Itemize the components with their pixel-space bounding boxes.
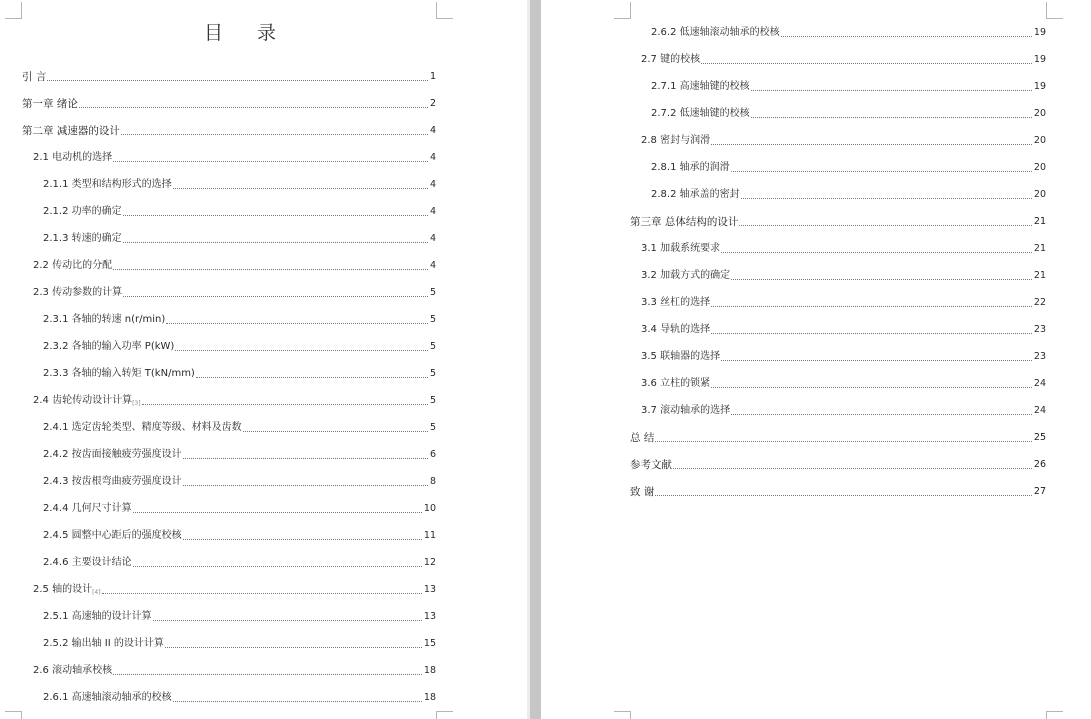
dot-leader [196,376,428,378]
toc-page-number: 18 [423,692,436,703]
toc-entry-text: 2.3.3 各轴的输入转矩 T(kN/mm) [43,368,195,379]
toc-entry[interactable] [651,160,1046,174]
toc-entry[interactable] [33,150,436,164]
dot-leader [183,457,428,459]
toc-entry-text: 2.7.1 高速轴键的校核 [651,81,750,92]
dot-leader [123,241,428,243]
toc-page-number: 5 [429,368,436,379]
toc-page-number: 6 [429,449,436,460]
toc-entry-text: 2.6.1 高速轴滚动轴承的校核 [43,692,172,703]
dot-leader [751,89,1032,91]
toc-entry-text: 2.7 键的校核 [641,54,701,65]
toc-page-number: 10 [423,503,436,514]
page-corner-mark [436,2,453,19]
document-page-left [0,0,527,719]
dot-leader [655,494,1032,496]
toc-entry[interactable] [651,106,1046,120]
dot-leader [183,538,422,540]
dot-leader [731,170,1032,172]
dot-leader [165,646,422,648]
toc-page-number: 5 [429,395,436,406]
toc-page-number: 2 [429,98,436,109]
toc-entry-text: 3.1 加载系统要求 [641,243,721,254]
toc-entry-text: 3.3 丝杠的选择 [641,297,711,308]
dot-leader [711,305,1032,307]
toc-entry-text: 致 谢 [630,486,655,498]
toc-page-number: 13 [423,584,436,595]
dot-leader [133,565,422,567]
toc-entry[interactable] [641,268,1046,282]
toc-page-number: 4 [429,206,436,217]
page-corner-mark [5,711,22,719]
toc-page-number: 20 [1033,189,1046,200]
dot-leader [183,484,428,486]
toc-entry-text: 2.4.4 几何尺寸计算 [43,503,132,514]
toc-entry-text: 总 结 [630,432,655,444]
toc-entry-text: 2.8.2 轴承盖的密封 [651,189,740,200]
toc-page-number: 20 [1033,135,1046,146]
toc-entry-text: 2.6 滚动轴承校核 [33,665,113,676]
toc-entry[interactable] [22,69,436,83]
toc-page-number: 23 [1033,351,1046,362]
toc-title: 目 录 [203,22,291,44]
toc-entry[interactable] [641,295,1046,309]
toc-entry[interactable] [651,187,1046,201]
toc-page-number: 12 [423,557,436,568]
dot-leader [166,322,428,324]
page-corner-mark [436,711,453,719]
dot-leader [731,278,1032,280]
dot-leader [721,251,1032,253]
toc-entry-text: 3.6 立柱的锁紧 [641,378,711,389]
dot-leader [701,62,1032,64]
dot-leader [175,349,428,351]
toc-entry-text: 第三章 总体结构的设计 [630,216,739,228]
toc-entry[interactable] [651,79,1046,93]
toc-entry[interactable] [641,403,1046,417]
toc-entry[interactable] [641,376,1046,390]
page-corner-mark [614,2,631,19]
toc-page-number: 19 [1033,27,1046,38]
toc-entry[interactable] [33,663,436,677]
toc-page-number: 27 [1033,486,1046,497]
toc-page-number: 19 [1033,54,1046,65]
toc-entry-text: 第一章 绪论 [22,98,78,110]
toc-entry-text: 2.1.3 转速的确定 [43,233,122,244]
toc-entry-text: 2.3.2 各轴的输入功率 P(kW) [43,341,175,352]
dot-leader [711,143,1032,145]
toc-entry[interactable] [33,582,436,596]
toc-page-number: 5 [429,341,436,352]
toc-entry-text: 2.3.1 各轴的转速 n(r/min) [43,314,166,325]
toc-entry-text: 参考文献 [630,459,672,471]
toc-page-number: 25 [1033,432,1046,443]
toc-entry-text: 2.3 传动参数的计算 [33,287,123,298]
dot-leader [79,106,428,108]
toc-entry[interactable] [33,258,436,272]
toc-entry[interactable] [43,177,436,191]
page-corner-mark [614,711,631,719]
toc-entry-text: 2.8 密封与润滑 [641,135,711,146]
toc-page-number: 21 [1033,270,1046,281]
dot-leader [133,511,422,513]
toc-entry-text: 3.7 滚动轴承的选择 [641,405,731,416]
toc-page-number: 19 [1033,81,1046,92]
document-page-right [541,0,1091,719]
citation-superscript: [3] [132,400,141,407]
dot-leader [153,619,422,621]
toc-entry-text: 2.7.2 低速轴键的校核 [651,108,750,119]
toc-page-number: 21 [1033,243,1046,254]
toc-entry[interactable] [630,430,1046,444]
toc-page-number: 5 [429,287,436,298]
toc-page-number: 21 [1033,216,1046,227]
toc-page-number: 8 [429,476,436,487]
page-corner-mark [1046,711,1063,719]
toc-page-number: 18 [423,665,436,676]
toc-entry[interactable] [43,204,436,218]
toc-page-number: 24 [1033,405,1046,416]
toc-entry-text: 2.4.2 按齿面接触疲劳强度设计 [43,449,182,460]
toc-entry-text: 3.2 加载方式的确定 [641,270,731,281]
toc-page-number: 24 [1033,378,1046,389]
dot-leader [142,403,428,405]
toc-page-number: 20 [1033,108,1046,119]
toc-entry-text: 2.4.3 按齿根弯曲疲劳强度设计 [43,476,182,487]
toc-entry-text: 2.5.2 输出轴 II 的设计计算 [43,638,164,649]
toc-page-number: 4 [429,233,436,244]
page-corner-mark [1046,2,1063,19]
toc-entry-text: 2.1 电动机的选择 [33,152,113,163]
toc-entry-text: 第二章 减速器的设计 [22,125,120,137]
dot-leader [721,359,1032,361]
toc-page-number: 5 [429,314,436,325]
toc-entry-text: 2.2 传动比的分配 [33,260,113,271]
toc-entry[interactable] [43,636,436,650]
toc-entry-text: 3.5 联轴器的选择 [641,351,721,362]
toc-entry-text: 2.4 齿轮传动设计计算 [33,395,133,406]
toc-entry[interactable] [641,349,1046,363]
dot-leader [711,386,1032,388]
toc-entry[interactable] [43,339,436,353]
page-separator [530,0,541,719]
toc-page-number: 4 [429,260,436,271]
toc-entry-text: 引 言 [22,71,47,83]
toc-entry[interactable] [33,393,436,407]
toc-entry[interactable] [43,447,436,461]
toc-entry-text: 2.5.1 高速轴的设计计算 [43,611,152,622]
dot-leader [751,116,1032,118]
dot-leader [243,430,428,432]
toc-entry-text: 2.1.1 类型和结构形式的选择 [43,179,172,190]
toc-entry-text: 2.4.1 选定齿轮类型、精度等级、材料及齿数 [43,422,242,433]
toc-entry[interactable] [651,25,1046,39]
dot-leader [781,35,1032,37]
dot-leader [113,160,428,162]
dot-leader [123,295,428,297]
toc-page-number: 4 [429,125,436,136]
dot-leader [655,440,1032,442]
dot-leader [173,187,428,189]
dot-leader [123,214,428,216]
toc-entry-text: 2.4.5 圆整中心距后的强度校核 [43,530,182,541]
toc-entry[interactable] [43,528,436,542]
toc-entry[interactable] [43,609,436,623]
toc-entry[interactable] [43,312,436,326]
toc-page-number: 5 [429,422,436,433]
toc-entry[interactable] [22,96,436,110]
toc-page-number: 1 [429,71,436,82]
toc-entry[interactable] [43,690,436,704]
dot-leader [113,268,428,270]
toc-page-number: 26 [1033,459,1046,470]
toc-page-number: 11 [423,530,436,541]
dot-leader [731,413,1032,415]
toc-entry[interactable] [630,214,1046,228]
dot-leader [113,673,422,675]
toc-entry-text: 2.6.2 低速轴滚动轴承的校核 [651,27,780,38]
toc-entry[interactable] [33,285,436,299]
toc-entry[interactable] [641,133,1046,147]
dot-leader [673,467,1032,469]
toc-entry[interactable] [43,420,436,434]
toc-page-number: 13 [423,611,436,622]
toc-entry-text: 2.5 轴的设计 [33,584,93,595]
toc-entry-text: 2.8.1 轴承的润滑 [651,162,730,173]
toc-entry[interactable] [43,474,436,488]
toc-entry[interactable] [641,241,1046,255]
dot-leader [173,700,422,702]
toc-entry[interactable] [43,555,436,569]
toc-entry[interactable] [641,52,1046,66]
dot-leader [102,592,422,594]
toc-entry-text: 3.4 导轨的选择 [641,324,711,335]
dot-leader [47,79,428,81]
dot-leader [741,197,1032,199]
dot-leader [121,133,428,135]
dot-leader [711,332,1032,334]
toc-page-number: 15 [423,638,436,649]
toc-entry[interactable] [630,457,1046,471]
toc-entry[interactable] [22,123,436,137]
toc-entry[interactable] [43,231,436,245]
toc-page-number: 20 [1033,162,1046,173]
toc-entry[interactable] [43,366,436,380]
toc-entry[interactable] [630,484,1046,498]
toc-page-number: 4 [429,152,436,163]
toc-page-number: 4 [429,179,436,190]
toc-entry[interactable] [641,322,1046,336]
toc-entry[interactable] [43,501,436,515]
dot-leader [739,224,1032,226]
toc-page-number: 23 [1033,324,1046,335]
toc-page-number: 22 [1033,297,1046,308]
toc-entry-text: 2.4.6 主要设计结论 [43,557,132,568]
toc-entry-text: 2.1.2 功率的确定 [43,206,122,217]
page-corner-mark [5,2,22,19]
citation-superscript: [4] [92,589,101,596]
